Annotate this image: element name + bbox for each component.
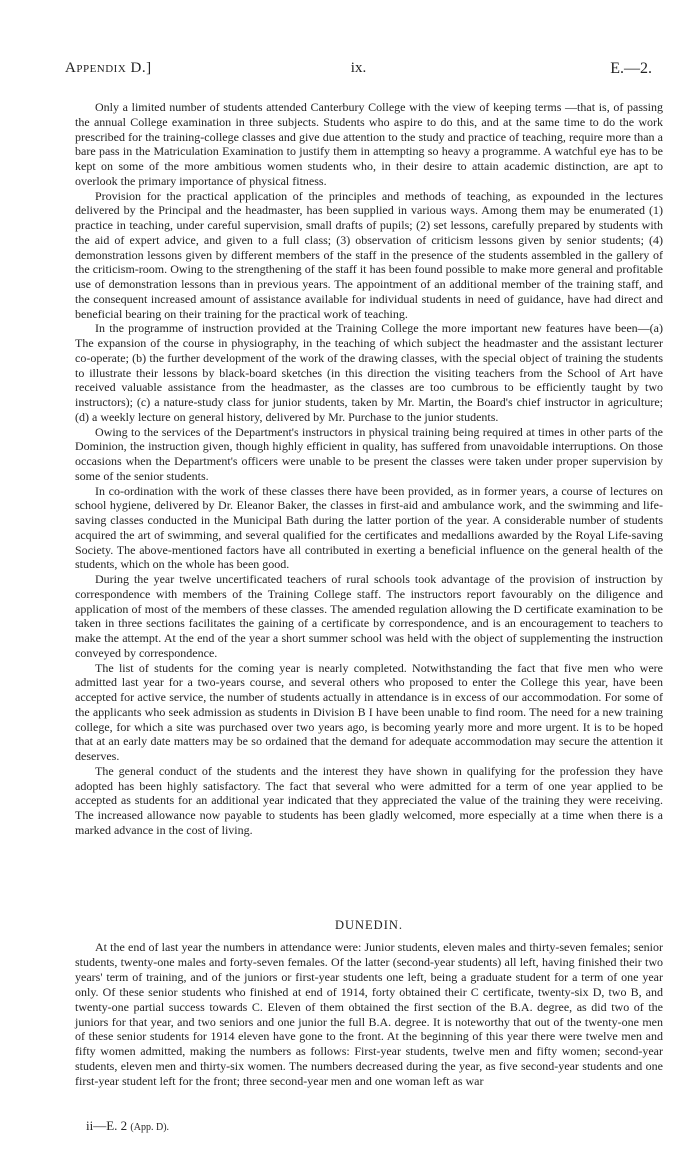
paragraph: At the end of last year the numbers in attendance were: Junior students, eleven males and thirty-seven females; senior students, twenty-one males and forty-seven females. Of the latter (second-year students) all left, having finished their two years' term of training, and of the juniors or first-year students one left, being a graduate student for a term of one year only. Of these senior students who finished at end of 1914, forty obtained their C certificate, twenty-six D, two B, and twenty-one partial success towards C. Eleven of them obtained the first section of the B.A. degree, as did two of the juniors for that year, and two seniors and one junior the full B.A. degree. It is noteworthy that out of the twenty-one men of these senior students for 1914 eleven have gone to the front. At the beginning of this year there were twelve men and fifty women admitted, making the numbers as follows: First-year students, twelve men and fifty women; second-year students, eleven men and thirty-six women. The numbers decreased during the year, as five second-year students and one first-year student left for the front; three second-year men and one woman left as war xyxy=(75,940,663,1089)
paragraph: Only a limited number of students attended Canterbury College with the view of keeping terms —that is, of passing the annual College examination in three subjects. Students who aspire to do this, and at the same time to do the work prescribed for the training-college classes and give due attention to the study and practice of teaching, require more than a bare pass in the Matriculation Examination to justify them in attempting so heavy a programme. A watchful eye has to be kept on some of the more ambitious women students who, in their desire to attain academic distinction, are apt to overlook the primary importance of physical fitness. xyxy=(75,100,663,188)
page-header xyxy=(65,60,652,86)
page-footer xyxy=(86,1118,169,1134)
paragraph: During the year twelve uncertificated teachers of rural schools took advantage of the provision of instruction by correspondence with members of the Training College staff. The instructors report favourably on the diligence and application of most of the members of these classes. The amended regulation allowing the D certificate examination to be taken in three sections facilitates the gaining of a certificate by correspondence, and is an encouragement to teachers to make the attempt. At the end of the year a short summer school was held with the object of supplementing the instruction conveyed by correspondence. xyxy=(75,572,663,660)
paragraph: In the programme of instruction provided at the Training College the more important new features have been—(a) The expansion of the course in physiography, in the teaching of which subject the headmaster and the assistant lecturer co-operate; (b) the further development of the work of the drawing classes, with the special object of training the students to illustrate their lessons by black-board sketches (in this direction the visiting teachers from the School of Art have received valuable assistance from the headmaster, as the classes are too cumbrous to be efficiently taught by two instructors); (c) a nature-study class for junior students, taken by Mr. Martin, the Board's chief instructor in agriculture; (d) a weekly lecture on general history, delivered by Mr. Purchase to the junior students. xyxy=(75,321,663,424)
paragraph: Provision for the practical application of the principles and methods of teaching, as expounded in the lectures delivered by the Principal and the headmaster, has been supplied in various ways. Among them may be enumerated (1) practice in teaching, under careful supervision, small drafts of pupils; (2) set lessons, carefully prepared by students with the aid of expert advice, and given to a full class; (3) observation of criticism lessons given by senior students; (4) demonstration lessons given by different members of the staff in the presence of the students assembled in the gallery of the criticism-room. Owing to the strengthening of the staff it has been found possible to make more general and profitable use of demonstration lessons than in previous years. The appointment of an additional member of the training staff, and the consequent increased amount of assistance available for individual students in need of guidance, have had direct and beneficial bearing on their training for the practical work of teaching. xyxy=(75,188,663,321)
header-document-code: E.—2. xyxy=(610,60,652,77)
header-page-number: ix. xyxy=(350,60,367,76)
main-body xyxy=(75,100,663,838)
header-appendix-label: Appendix D.] xyxy=(65,60,152,76)
paragraph: In co-ordination with the work of these classes there have been provided, as in former years, a course of lectures on school hygiene, delivered by Dr. Eleanor Baker, the classes in first-aid and ambulance work, and the swimming and life-saving classes conducted in the Municipal Bath during the latter portion of the year. A considerable number of students acquired the art of swimming, and several qualified for the certificates and medallions awarded by the Royal Life-saving Society. The above-mentioned factors have all contributed in exerting a beneficial influence on the general health of the students, which on the whole has been good. xyxy=(75,483,663,572)
paragraph: Owing to the services of the Department's instructors in physical training being required at times in other parts of the Dominion, the instruction given, though highly efficient in quality, has suffered from unavoidable interruptions. On those occasions when the Department's officers were unable to be present the classes were taken under proper supervision by some of the senior students. xyxy=(75,424,663,483)
section-heading: DUNEDIN. xyxy=(334,918,404,932)
footer-signature-mark: ii—E. 2 xyxy=(86,1118,128,1133)
section-body xyxy=(75,940,663,1089)
paragraph: The general conduct of the students and the interest they have shown in qualifying for the profession they have adopted has been highly satisfactory. The fact that several who were admitted for a term of one year applied to be accepted as students for an additional year indicated that they appreciated the value of the training they were receiving. The increased allowance now payable to students has been gladly welcomed, more especially at a time when there is a marked advance in the cost of living. xyxy=(75,763,663,837)
footer-appendix-note: (App. D). xyxy=(130,1122,170,1133)
paragraph: The list of students for the coming year is nearly completed. Notwithstanding the fact that five men who were admitted last year for a two-years course, and several others who proposed to enter the College this year, have been accepted for active service, the number of students actually in attendance is in excess of our accommodation. For some of the applicants who seek admission as students in Division B I have been unable to find room. The need for a new training college, for which a site was purchased over two years ago, is becoming yearly more and more urgent. It is to be hoped that at an early date matters may be so ordained that the demand for adequate accommodation may secure the attention it deserves. xyxy=(75,660,663,763)
